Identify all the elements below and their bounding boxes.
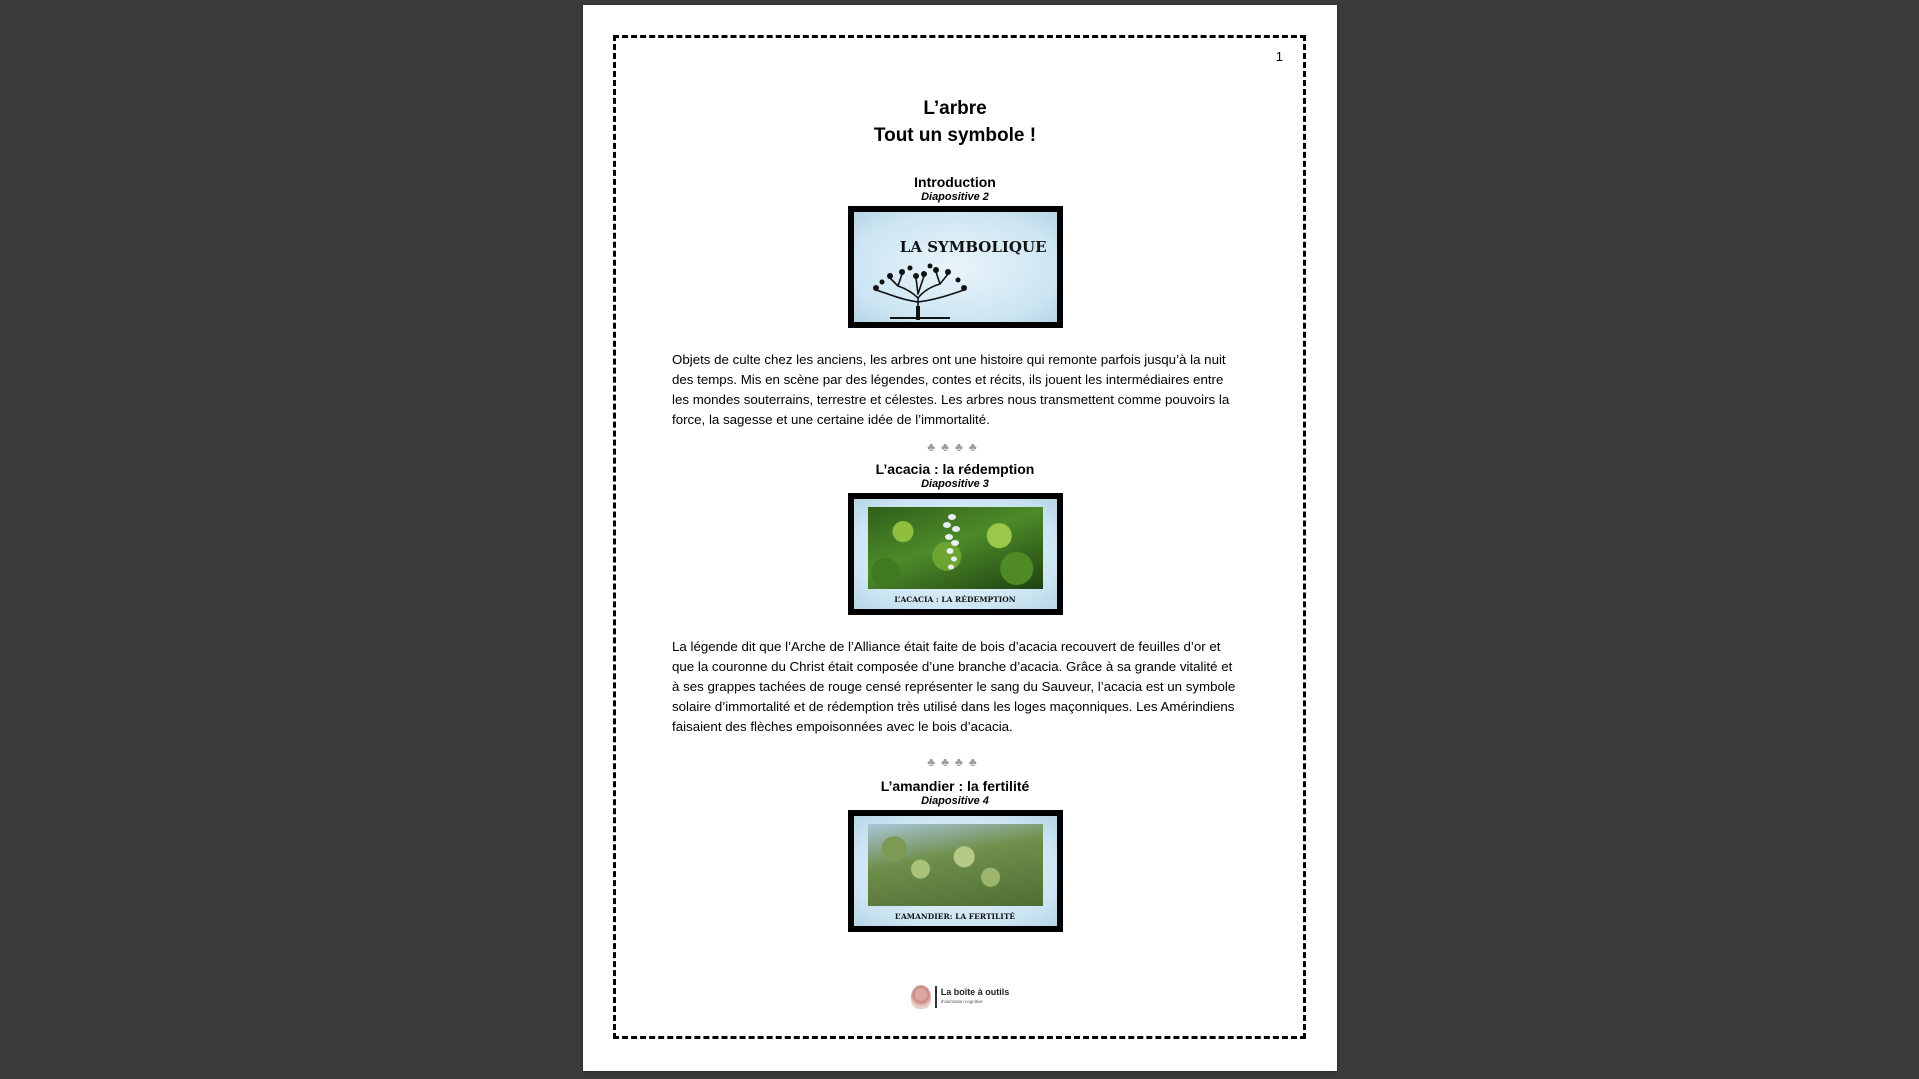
slide-thumbnail-amandier [848,810,1063,932]
paragraph-acacia: La légende dit que l’Arche de l’Alliance était faite de bois d’acacia recouvert de feuilles d’or et que la couronne du Christ était composée d’une branche d’acacia. Grâce à sa grande vitalité et à ses grappes tachées de rouge censé représenter le sang du Sauveur, l’acacia est un symbole solaire d’immortalité et de rédemption très utilisé dans les loges maçonniques. Les Amérindiens faisaient des flèches empoisonnées avec le bois d’acacia. [672,639,1236,734]
acacia-photo [868,507,1043,589]
page-content [672,95,1238,932]
slide-caption: L’ACACIA : LA RÉDEMPTION [894,595,1016,604]
document-page [583,5,1337,1071]
logo-sub-text: d’animation cognitive [940,999,983,1004]
slide-caption: L’AMANDIER: LA FERTILITÉ [894,912,1016,921]
ornament-divider: ♣♣♣♣ [927,440,983,454]
logo-tree-icon [911,985,931,1009]
slide-background [854,499,1057,609]
document-title-line2: Tout un symbole ! [873,125,1037,146]
acacia-flower-icon [932,507,972,589]
logo-text [941,988,1010,1006]
slide-background [854,816,1057,926]
slide-reference: Diapositive 4 [921,795,989,807]
section-heading-acacia: L’acacia : la rédemption [875,461,1035,477]
slide-reference: Diapositive 2 [921,191,989,203]
logo-divider [935,986,937,1008]
paragraph-introduction: Objets de culte chez les anciens, les arbres ont une histoire qui remonte parfois jusqu’à la nuit des temps. Mis en scène par des légendes, contes et récits, ils jouent les intermédiaires entre les mondes souterrains, terrestre et célestes. Les arbres nous transmettent comme pouvoirs la force, la sagesse et une certaine idée de l’immortalité. [672,352,1230,427]
slide-background [854,212,1057,322]
page-number: 1 [1275,49,1283,64]
slide-title: LA SYMBOLIQUE [899,238,1047,256]
slide-reference: Diapositive 3 [921,478,989,490]
slide-thumbnail-acacia [848,493,1063,615]
slide-thumbnail-symbolique [848,206,1063,328]
section-heading-amandier: L’amandier : la fertilité [880,778,1030,794]
section-heading-introduction: Introduction [914,174,996,190]
ornament-divider: ♣♣♣♣ [927,755,983,769]
document-title-line1: L’arbre [923,98,987,119]
logo-main-text: La boîte à outils [940,987,1010,997]
logo [911,985,1010,1009]
tree-silhouette-icon [860,250,980,320]
footer-logo [583,985,1337,1014]
almond-photo [868,824,1043,906]
